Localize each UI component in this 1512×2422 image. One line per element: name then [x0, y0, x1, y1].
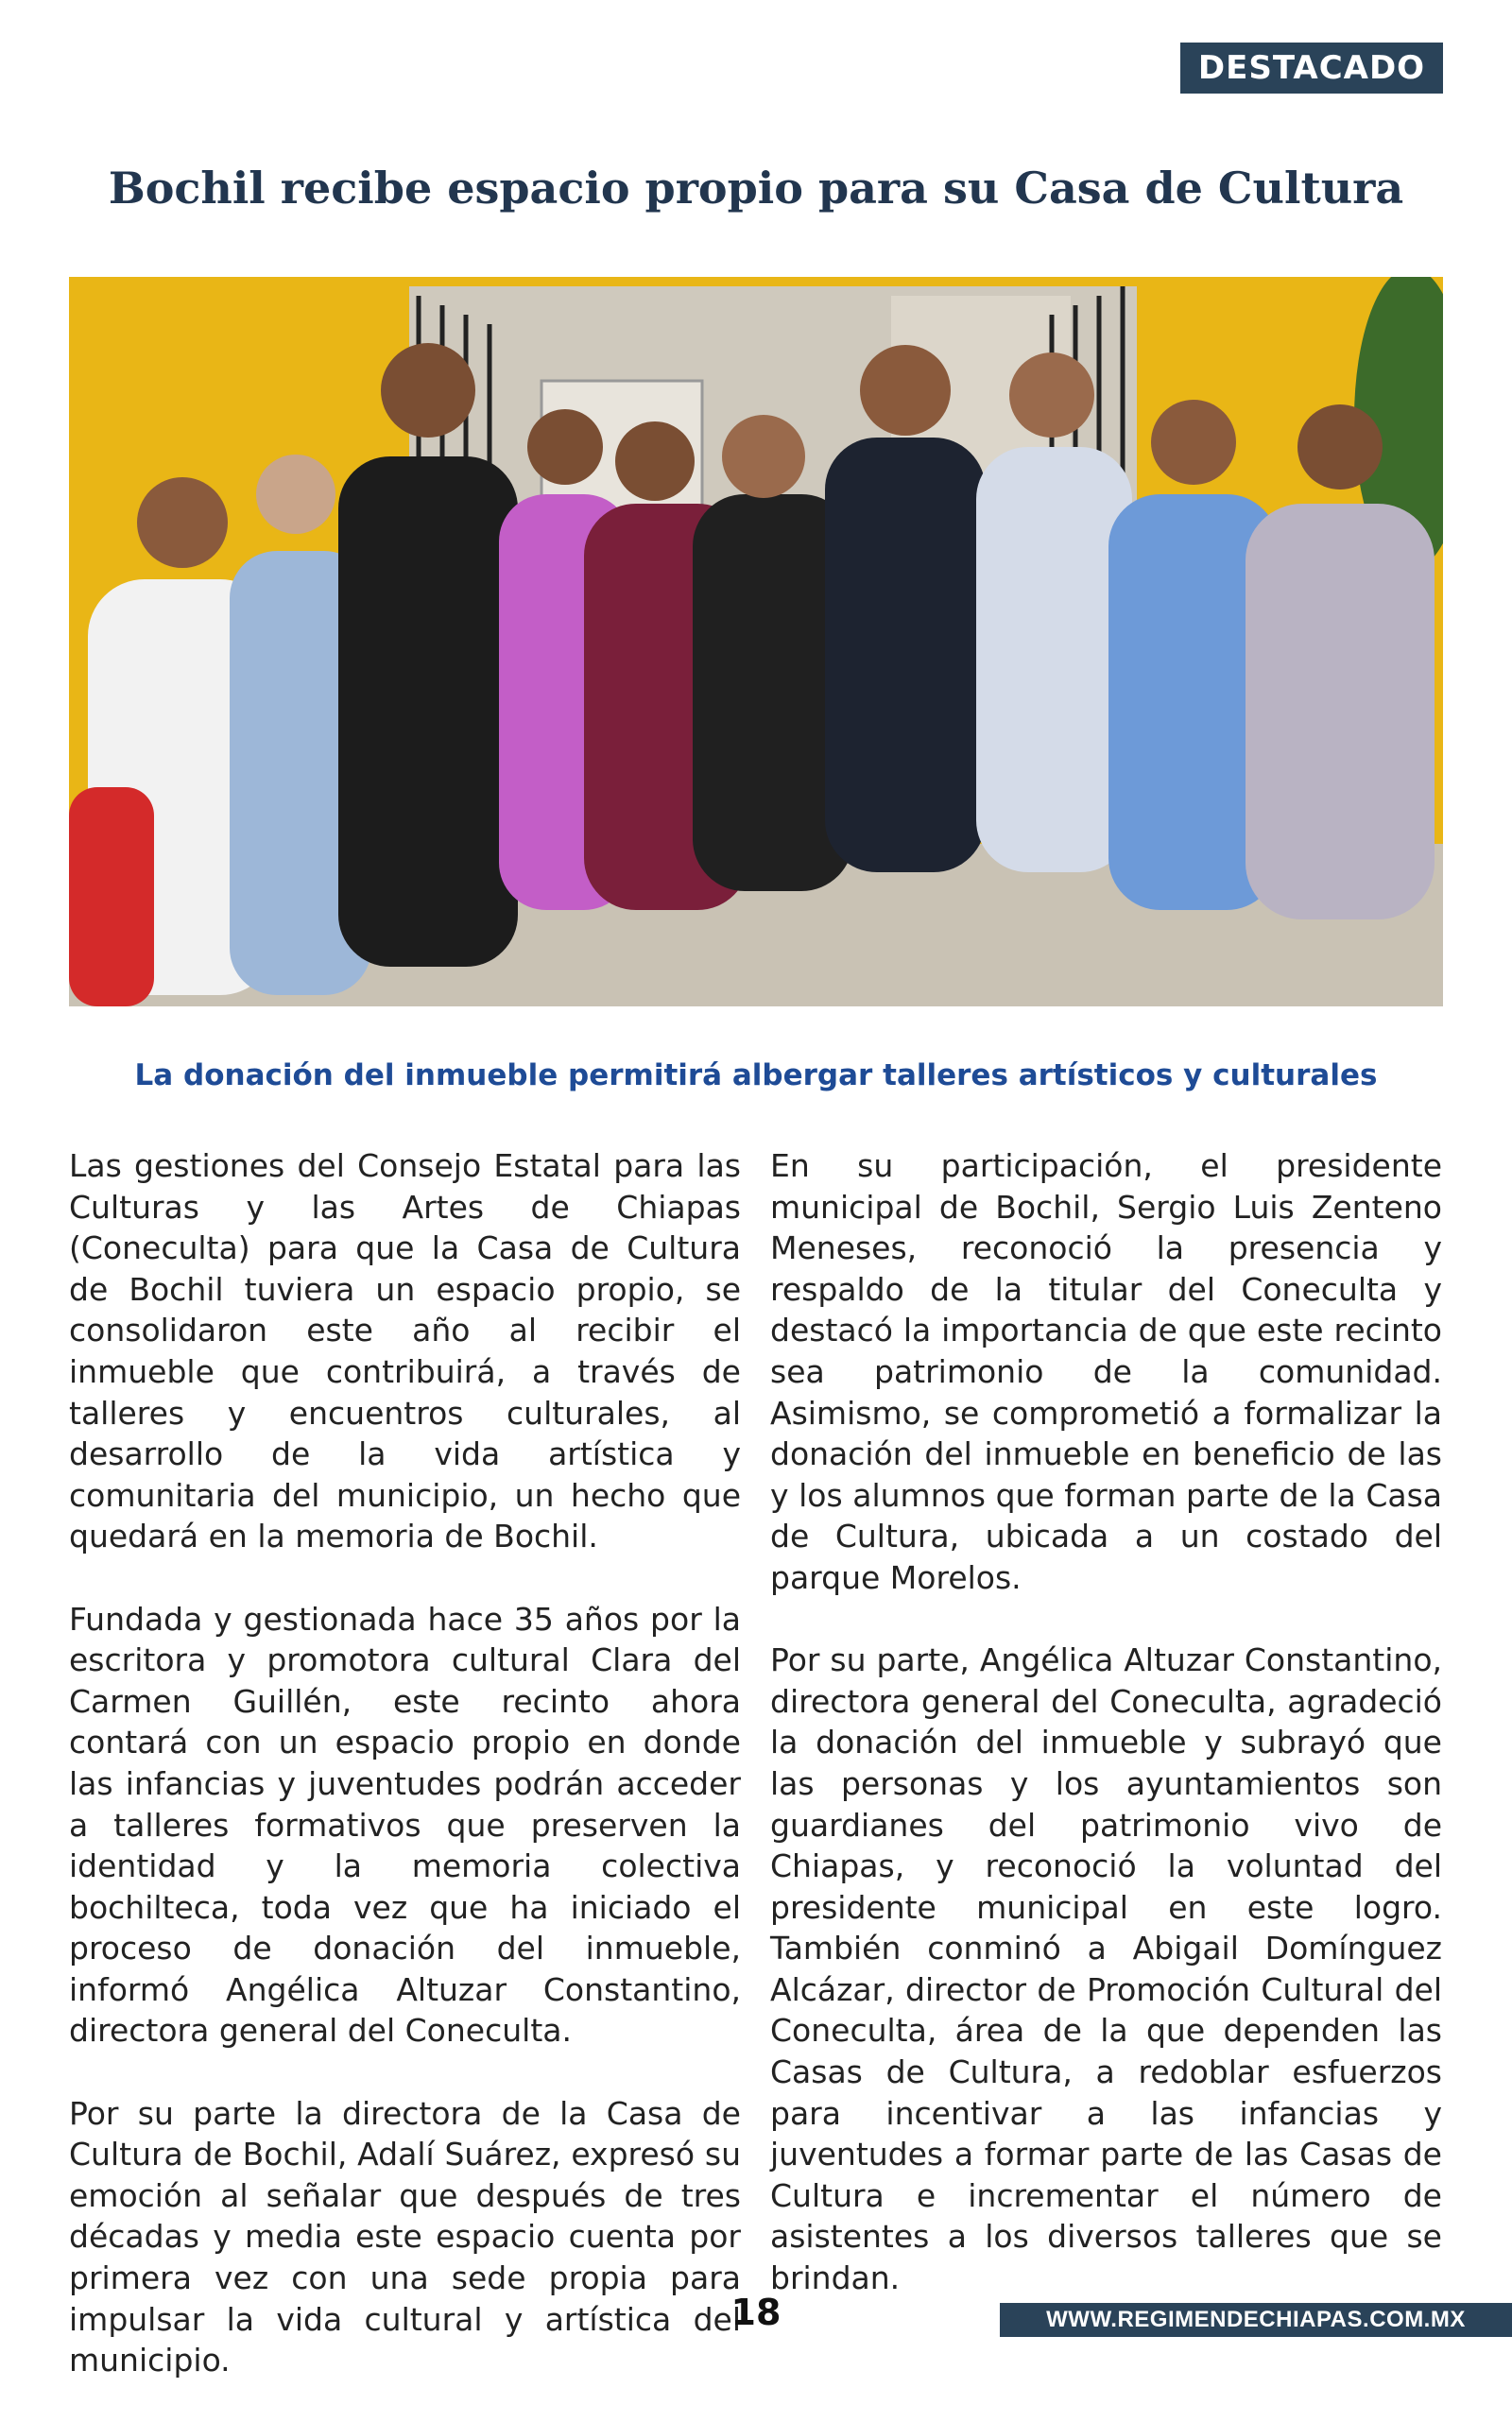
article-column-right	[770, 1145, 1442, 2340]
paragraph: Por su parte, Angélica Altuzar Constantino, directora general del Coneculta, agradeció la donación del inmueble y subrayó que las personas y los ayuntamientos son guardianes del patrimonio vivo de Chiapas, y reconoció la voluntad del presidente municipal en este logro. También conminó a Abigail Domínguez Alcázar, director de Promoción Cultural del Coneculta, área de la que dependen las Casas de Cultura, a redoblar esfuerzos para incentivar a las infancias y juventudes a formar parte de las Casas de Cultura e incrementar el número de asistentes a los diversos talleres que se brindan.	[770, 1641, 1442, 2297]
subheadline: La donación del inmueble permitirá albergar talleres artísticos y culturales	[134, 1058, 1378, 1092]
paragraph: Fundada y gestionada hace 35 años por la escritora y promotora cultural Clara del Carmen Guillén, este recinto ahora contará con un espacio propio en donde las infancias y juventudes podrán acceder a talleres formativos que preserven la identidad y la memoria colectiva bochilteca, toda vez que ha iniciado el proceso de donación del inmueble, informó Angélica Altuzar Constantino, directora general del Coneculta.	[69, 1600, 741, 2050]
page-number: 18	[730, 2292, 782, 2333]
photo-group-event-icon	[69, 277, 1443, 1006]
website-url[interactable]: WWW.REGIMENDECHIAPAS.COM.MX	[1046, 2307, 1466, 2332]
headline: Bochil recibe espacio propio para su Casa de Cultura	[108, 163, 1404, 214]
paragraph: Las gestiones del Consejo Estatal para las Culturas y las Artes de Chiapas (Coneculta) para que la Casa de Cultura de Bochil tuviera un espacio propio, se consolidaron este año al recibir el inmueble que contribuirá, a través de talleres y encuentros culturales, al desarrollo de la vida artística y comunitaria del municipio, un hecho que quedará en la memoria de Bochil.	[69, 1147, 741, 1555]
paragraph: Por su parte la directora de la Casa de Cultura de Bochil, Adalí Suárez, expresó su emoción al señalar que después de tres décadas y media este espacio cuenta por primera vez con una sede propia para impulsar la vida cultural y artística del municipio.	[69, 2094, 741, 2379]
paragraph: En su participación, el presidente municipal de Bochil, Sergio Luis Zenteno Meneses, reconoció la presencia y respaldo de la titular del Coneculta y destacó la importancia de que este recinto sea patrimonio de la comunidad. Asimismo, se comprometió a formalizar la donación del inmueble en beneficio de las y los alumnos que forman parte de la Casa de Cultura, ubicada a un costado del parque Morelos.	[770, 1147, 1442, 1596]
website-footer[interactable]	[1000, 2303, 1512, 2337]
section-badge: DESTACADO	[1180, 43, 1443, 94]
event-photo	[69, 277, 1443, 1006]
article-column-left	[69, 1145, 741, 2422]
